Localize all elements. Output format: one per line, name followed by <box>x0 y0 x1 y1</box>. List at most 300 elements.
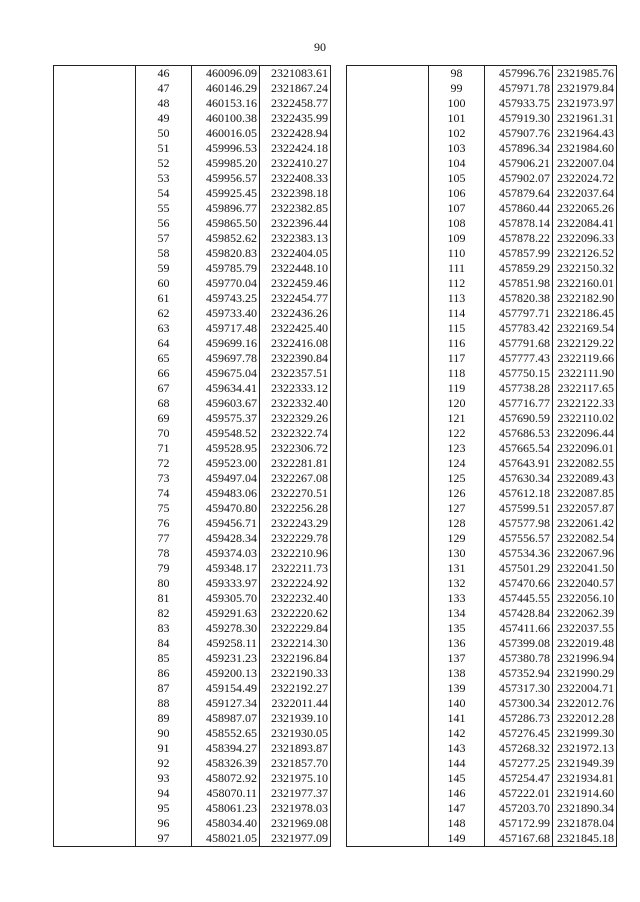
table-row <box>347 696 617 711</box>
table-row <box>347 606 617 621</box>
x-coordinate-cell: 457577.98 <box>485 516 553 531</box>
point-number-cell: 114 <box>429 306 485 321</box>
point-number-cell: 138 <box>429 666 485 681</box>
x-coordinate-cell: 458034.40 <box>192 816 260 831</box>
x-coordinate-cell: 459291.63 <box>192 606 260 621</box>
table-row <box>54 306 331 321</box>
point-number-cell: 139 <box>429 681 485 696</box>
blank-cell <box>54 486 136 501</box>
point-number-cell: 70 <box>136 426 192 441</box>
table-row <box>347 651 617 666</box>
x-coordinate-cell: 459548.52 <box>192 426 260 441</box>
y-coordinate-cell: 2322332.40 <box>260 396 331 411</box>
point-number-cell: 69 <box>136 411 192 426</box>
point-number-cell: 143 <box>429 741 485 756</box>
table-row <box>347 741 617 756</box>
table-row <box>54 456 331 471</box>
y-coordinate-cell: 2322012.76 <box>553 696 617 711</box>
blank-cell <box>54 111 136 126</box>
blank-cell <box>54 636 136 651</box>
point-number-cell: 102 <box>429 126 485 141</box>
y-coordinate-cell: 2322007.04 <box>553 156 617 171</box>
x-coordinate-cell: 457352.94 <box>485 666 553 681</box>
table-row <box>347 186 617 201</box>
coordinates-table-right <box>346 65 617 847</box>
table-row <box>347 276 617 291</box>
table-row <box>54 381 331 396</box>
table-row <box>54 171 331 186</box>
x-coordinate-cell: 457878.22 <box>485 231 553 246</box>
table-row <box>347 636 617 651</box>
blank-cell <box>54 396 136 411</box>
point-number-cell: 46 <box>136 66 192 82</box>
table-row <box>54 351 331 366</box>
x-coordinate-cell: 457277.25 <box>485 756 553 771</box>
blank-cell <box>54 606 136 621</box>
y-coordinate-cell: 2322126.52 <box>553 246 617 261</box>
coordinates-table-left <box>53 65 331 847</box>
table-row <box>54 831 331 847</box>
point-number-cell: 60 <box>136 276 192 291</box>
x-coordinate-cell: 457777.43 <box>485 351 553 366</box>
y-coordinate-cell: 2322056.10 <box>553 591 617 606</box>
table-row <box>347 756 617 771</box>
point-number-cell: 95 <box>136 801 192 816</box>
x-coordinate-cell: 457399.08 <box>485 636 553 651</box>
table-row <box>347 396 617 411</box>
y-coordinate-cell: 2322224.92 <box>260 576 331 591</box>
table-row <box>347 141 617 156</box>
blank-cell <box>54 471 136 486</box>
blank-cell <box>347 726 429 741</box>
point-number-cell: 110 <box>429 246 485 261</box>
y-coordinate-cell: 2321984.60 <box>553 141 617 156</box>
blank-cell <box>54 831 136 847</box>
point-number-cell: 76 <box>136 516 192 531</box>
point-number-cell: 116 <box>429 336 485 351</box>
x-coordinate-cell: 457857.99 <box>485 246 553 261</box>
table-row <box>54 201 331 216</box>
blank-cell <box>54 231 136 246</box>
x-coordinate-cell: 460153.16 <box>192 96 260 111</box>
table-row <box>54 471 331 486</box>
x-coordinate-cell: 458326.39 <box>192 756 260 771</box>
x-coordinate-cell: 459127.34 <box>192 696 260 711</box>
y-coordinate-cell: 2322065.26 <box>553 201 617 216</box>
blank-cell <box>347 186 429 201</box>
table-row <box>347 681 617 696</box>
x-coordinate-cell: 459770.04 <box>192 276 260 291</box>
x-coordinate-cell: 459603.67 <box>192 396 260 411</box>
x-coordinate-cell: 458061.23 <box>192 801 260 816</box>
y-coordinate-cell: 2322211.73 <box>260 561 331 576</box>
table-row <box>347 291 617 306</box>
y-coordinate-cell: 2322425.40 <box>260 321 331 336</box>
y-coordinate-cell: 2322186.45 <box>553 306 617 321</box>
y-coordinate-cell: 2322082.54 <box>553 531 617 546</box>
x-coordinate-cell: 457686.53 <box>485 426 553 441</box>
point-number-cell: 61 <box>136 291 192 306</box>
point-number-cell: 142 <box>429 726 485 741</box>
table-row <box>347 831 617 847</box>
y-coordinate-cell: 2322243.29 <box>260 516 331 531</box>
x-coordinate-cell: 457643.91 <box>485 456 553 471</box>
x-coordinate-cell: 459483.06 <box>192 486 260 501</box>
table-row <box>347 816 617 831</box>
y-coordinate-cell: 2322190.33 <box>260 666 331 681</box>
x-coordinate-cell: 457599.51 <box>485 501 553 516</box>
y-coordinate-cell: 2322390.84 <box>260 351 331 366</box>
table-row <box>347 201 617 216</box>
y-coordinate-cell: 2321996.94 <box>553 651 617 666</box>
y-coordinate-cell: 2321964.43 <box>553 126 617 141</box>
point-number-cell: 91 <box>136 741 192 756</box>
y-coordinate-cell: 2322196.84 <box>260 651 331 666</box>
table-row <box>347 486 617 501</box>
blank-cell <box>347 486 429 501</box>
blank-cell <box>54 96 136 111</box>
blank-cell <box>54 381 136 396</box>
blank-cell <box>54 711 136 726</box>
blank-cell <box>347 141 429 156</box>
point-number-cell: 75 <box>136 501 192 516</box>
y-coordinate-cell: 2322037.55 <box>553 621 617 636</box>
x-coordinate-cell: 457859.29 <box>485 261 553 276</box>
y-coordinate-cell: 2321083.61 <box>260 66 331 82</box>
blank-cell <box>347 816 429 831</box>
y-coordinate-cell: 2322129.22 <box>553 336 617 351</box>
blank-cell <box>347 96 429 111</box>
y-coordinate-cell: 2322424.18 <box>260 141 331 156</box>
table-row <box>347 96 617 111</box>
x-coordinate-cell: 459523.00 <box>192 456 260 471</box>
x-coordinate-cell: 459896.77 <box>192 201 260 216</box>
y-coordinate-cell: 2322110.02 <box>553 411 617 426</box>
y-coordinate-cell: 2322333.12 <box>260 381 331 396</box>
table-row <box>54 531 331 546</box>
table-row <box>347 321 617 336</box>
table-row <box>347 366 617 381</box>
point-number-cell: 94 <box>136 786 192 801</box>
x-coordinate-cell: 459348.17 <box>192 561 260 576</box>
y-coordinate-cell: 2321949.39 <box>553 756 617 771</box>
y-coordinate-cell: 2322096.33 <box>553 231 617 246</box>
y-coordinate-cell: 2322169.54 <box>553 321 617 336</box>
table-row <box>54 786 331 801</box>
y-coordinate-cell: 2321975.10 <box>260 771 331 786</box>
point-number-cell: 132 <box>429 576 485 591</box>
x-coordinate-cell: 458072.92 <box>192 771 260 786</box>
table-row <box>54 246 331 261</box>
table-row <box>54 186 331 201</box>
blank-cell <box>347 216 429 231</box>
y-coordinate-cell: 2322357.51 <box>260 366 331 381</box>
x-coordinate-cell: 457820.38 <box>485 291 553 306</box>
blank-cell <box>54 276 136 291</box>
point-number-cell: 146 <box>429 786 485 801</box>
point-number-cell: 92 <box>136 756 192 771</box>
point-number-cell: 128 <box>429 516 485 531</box>
y-coordinate-cell: 2322454.77 <box>260 291 331 306</box>
x-coordinate-cell: 458552.65 <box>192 726 260 741</box>
y-coordinate-cell: 2322062.39 <box>553 606 617 621</box>
table-row <box>54 291 331 306</box>
table-row <box>54 741 331 756</box>
x-coordinate-cell: 459852.62 <box>192 231 260 246</box>
x-coordinate-cell: 457878.14 <box>485 216 553 231</box>
x-coordinate-cell: 459305.70 <box>192 591 260 606</box>
x-coordinate-cell: 457612.18 <box>485 486 553 501</box>
point-number-cell: 131 <box>429 561 485 576</box>
point-number-cell: 65 <box>136 351 192 366</box>
table-row <box>54 426 331 441</box>
table-row <box>54 516 331 531</box>
point-number-cell: 48 <box>136 96 192 111</box>
point-number-cell: 124 <box>429 456 485 471</box>
x-coordinate-cell: 457902.07 <box>485 171 553 186</box>
point-number-cell: 104 <box>429 156 485 171</box>
x-coordinate-cell: 457380.78 <box>485 651 553 666</box>
blank-cell <box>347 441 429 456</box>
x-coordinate-cell: 458070.11 <box>192 786 260 801</box>
x-coordinate-cell: 457750.15 <box>485 366 553 381</box>
x-coordinate-cell: 457791.68 <box>485 336 553 351</box>
point-number-cell: 89 <box>136 711 192 726</box>
y-coordinate-cell: 2322012.28 <box>553 711 617 726</box>
table-row <box>347 336 617 351</box>
y-coordinate-cell: 2322459.46 <box>260 276 331 291</box>
point-number-cell: 87 <box>136 681 192 696</box>
table-row <box>347 66 617 82</box>
table-row <box>347 576 617 591</box>
y-coordinate-cell: 2322122.33 <box>553 396 617 411</box>
point-number-cell: 135 <box>429 621 485 636</box>
point-number-cell: 107 <box>429 201 485 216</box>
y-coordinate-cell: 2322396.44 <box>260 216 331 231</box>
y-coordinate-cell: 2322436.26 <box>260 306 331 321</box>
y-coordinate-cell: 2322210.96 <box>260 546 331 561</box>
x-coordinate-cell: 458021.05 <box>192 831 260 847</box>
x-coordinate-cell: 457501.29 <box>485 561 553 576</box>
x-coordinate-cell: 459374.03 <box>192 546 260 561</box>
x-coordinate-cell: 459743.25 <box>192 291 260 306</box>
table-row <box>54 366 331 381</box>
blank-cell <box>54 561 136 576</box>
blank-cell <box>54 261 136 276</box>
y-coordinate-cell: 2321999.30 <box>553 726 617 741</box>
x-coordinate-cell: 457896.34 <box>485 141 553 156</box>
point-number-cell: 56 <box>136 216 192 231</box>
y-coordinate-cell: 2321930.05 <box>260 726 331 741</box>
x-coordinate-cell: 457996.76 <box>485 66 553 82</box>
x-coordinate-cell: 457879.64 <box>485 186 553 201</box>
point-number-cell: 62 <box>136 306 192 321</box>
point-number-cell: 127 <box>429 501 485 516</box>
point-number-cell: 66 <box>136 366 192 381</box>
x-coordinate-cell: 457860.44 <box>485 201 553 216</box>
x-coordinate-cell: 459996.53 <box>192 141 260 156</box>
blank-cell <box>54 156 136 171</box>
table-row <box>54 666 331 681</box>
y-coordinate-cell: 2322267.08 <box>260 471 331 486</box>
point-number-cell: 103 <box>429 141 485 156</box>
point-number-cell: 99 <box>429 81 485 96</box>
blank-cell <box>54 651 136 666</box>
table-row <box>54 66 331 82</box>
point-number-cell: 57 <box>136 231 192 246</box>
blank-cell <box>347 306 429 321</box>
table-row <box>54 81 331 96</box>
blank-cell <box>347 156 429 171</box>
point-number-cell: 134 <box>429 606 485 621</box>
x-coordinate-cell: 457470.66 <box>485 576 553 591</box>
blank-cell <box>54 441 136 456</box>
blank-cell <box>347 756 429 771</box>
table-row <box>347 81 617 96</box>
table-row <box>347 456 617 471</box>
x-coordinate-cell: 459956.57 <box>192 171 260 186</box>
blank-cell <box>347 741 429 756</box>
table-row <box>54 816 331 831</box>
x-coordinate-cell: 457665.54 <box>485 441 553 456</box>
point-number-cell: 85 <box>136 651 192 666</box>
x-coordinate-cell: 457738.28 <box>485 381 553 396</box>
x-coordinate-cell: 457690.59 <box>485 411 553 426</box>
x-coordinate-cell: 459985.20 <box>192 156 260 171</box>
y-coordinate-cell: 2322306.72 <box>260 441 331 456</box>
table-row <box>54 576 331 591</box>
point-number-cell: 64 <box>136 336 192 351</box>
table-row <box>54 801 331 816</box>
table-row <box>347 426 617 441</box>
x-coordinate-cell: 457907.76 <box>485 126 553 141</box>
point-number-cell: 111 <box>429 261 485 276</box>
x-coordinate-cell: 457172.99 <box>485 816 553 831</box>
y-coordinate-cell: 2322160.01 <box>553 276 617 291</box>
blank-cell <box>347 561 429 576</box>
blank-cell <box>347 546 429 561</box>
x-coordinate-cell: 459497.04 <box>192 471 260 486</box>
x-coordinate-cell: 457534.36 <box>485 546 553 561</box>
blank-cell <box>347 111 429 126</box>
x-coordinate-cell: 459697.78 <box>192 351 260 366</box>
point-number-cell: 88 <box>136 696 192 711</box>
blank-cell <box>54 141 136 156</box>
blank-cell <box>54 81 136 96</box>
x-coordinate-cell: 457286.73 <box>485 711 553 726</box>
table-row <box>347 171 617 186</box>
y-coordinate-cell: 2322410.27 <box>260 156 331 171</box>
y-coordinate-cell: 2322089.43 <box>553 471 617 486</box>
point-number-cell: 81 <box>136 591 192 606</box>
point-number-cell: 144 <box>429 756 485 771</box>
point-number-cell: 72 <box>136 456 192 471</box>
point-number-cell: 141 <box>429 711 485 726</box>
y-coordinate-cell: 2321845.18 <box>553 831 617 847</box>
y-coordinate-cell: 2322096.01 <box>553 441 617 456</box>
point-number-cell: 79 <box>136 561 192 576</box>
point-number-cell: 67 <box>136 381 192 396</box>
blank-cell <box>54 516 136 531</box>
x-coordinate-cell: 458987.07 <box>192 711 260 726</box>
blank-cell <box>347 81 429 96</box>
x-coordinate-cell: 459154.49 <box>192 681 260 696</box>
x-coordinate-cell: 457222.01 <box>485 786 553 801</box>
y-coordinate-cell: 2322111.90 <box>553 366 617 381</box>
y-coordinate-cell: 2322448.10 <box>260 261 331 276</box>
blank-cell <box>54 456 136 471</box>
x-coordinate-cell: 457716.77 <box>485 396 553 411</box>
y-coordinate-cell: 2321890.34 <box>553 801 617 816</box>
blank-cell <box>347 771 429 786</box>
table-row <box>54 546 331 561</box>
table-row <box>347 231 617 246</box>
blank-cell <box>347 246 429 261</box>
point-number-cell: 145 <box>429 771 485 786</box>
point-number-cell: 97 <box>136 831 192 847</box>
y-coordinate-cell: 2322182.90 <box>553 291 617 306</box>
x-coordinate-cell: 459717.48 <box>192 321 260 336</box>
y-coordinate-cell: 2322057.87 <box>553 501 617 516</box>
point-number-cell: 101 <box>429 111 485 126</box>
y-coordinate-cell: 2322150.32 <box>553 261 617 276</box>
x-coordinate-cell: 457906.21 <box>485 156 553 171</box>
blank-cell <box>54 771 136 786</box>
table-row <box>54 96 331 111</box>
table-row <box>54 591 331 606</box>
page-number: 90 <box>314 40 326 54</box>
blank-cell <box>54 426 136 441</box>
point-number-cell: 136 <box>429 636 485 651</box>
blank-cell <box>347 576 429 591</box>
table-row <box>347 216 617 231</box>
blank-cell <box>347 201 429 216</box>
blank-cell <box>54 126 136 141</box>
table-row <box>54 321 331 336</box>
point-number-cell: 113 <box>429 291 485 306</box>
y-coordinate-cell: 2322061.42 <box>553 516 617 531</box>
y-coordinate-cell: 2321878.04 <box>553 816 617 831</box>
blank-cell <box>347 171 429 186</box>
blank-cell <box>347 711 429 726</box>
table-row <box>347 801 617 816</box>
blank-cell <box>347 681 429 696</box>
table-row <box>54 606 331 621</box>
table-row <box>54 636 331 651</box>
blank-cell <box>54 216 136 231</box>
blank-cell <box>347 651 429 666</box>
y-coordinate-cell: 2322220.62 <box>260 606 331 621</box>
table-row <box>54 756 331 771</box>
x-coordinate-cell: 459785.79 <box>192 261 260 276</box>
x-coordinate-cell: 459456.71 <box>192 516 260 531</box>
blank-cell <box>54 576 136 591</box>
point-number-cell: 47 <box>136 81 192 96</box>
x-coordinate-cell: 457203.70 <box>485 801 553 816</box>
table-row <box>347 111 617 126</box>
blank-cell <box>347 381 429 396</box>
x-coordinate-cell: 459333.97 <box>192 576 260 591</box>
table-row <box>347 441 617 456</box>
blank-cell <box>347 516 429 531</box>
blank-cell <box>347 261 429 276</box>
table-row <box>347 126 617 141</box>
blank-cell <box>54 531 136 546</box>
x-coordinate-cell: 457276.45 <box>485 726 553 741</box>
table-row <box>347 306 617 321</box>
table-row <box>347 501 617 516</box>
y-coordinate-cell: 2321977.37 <box>260 786 331 801</box>
